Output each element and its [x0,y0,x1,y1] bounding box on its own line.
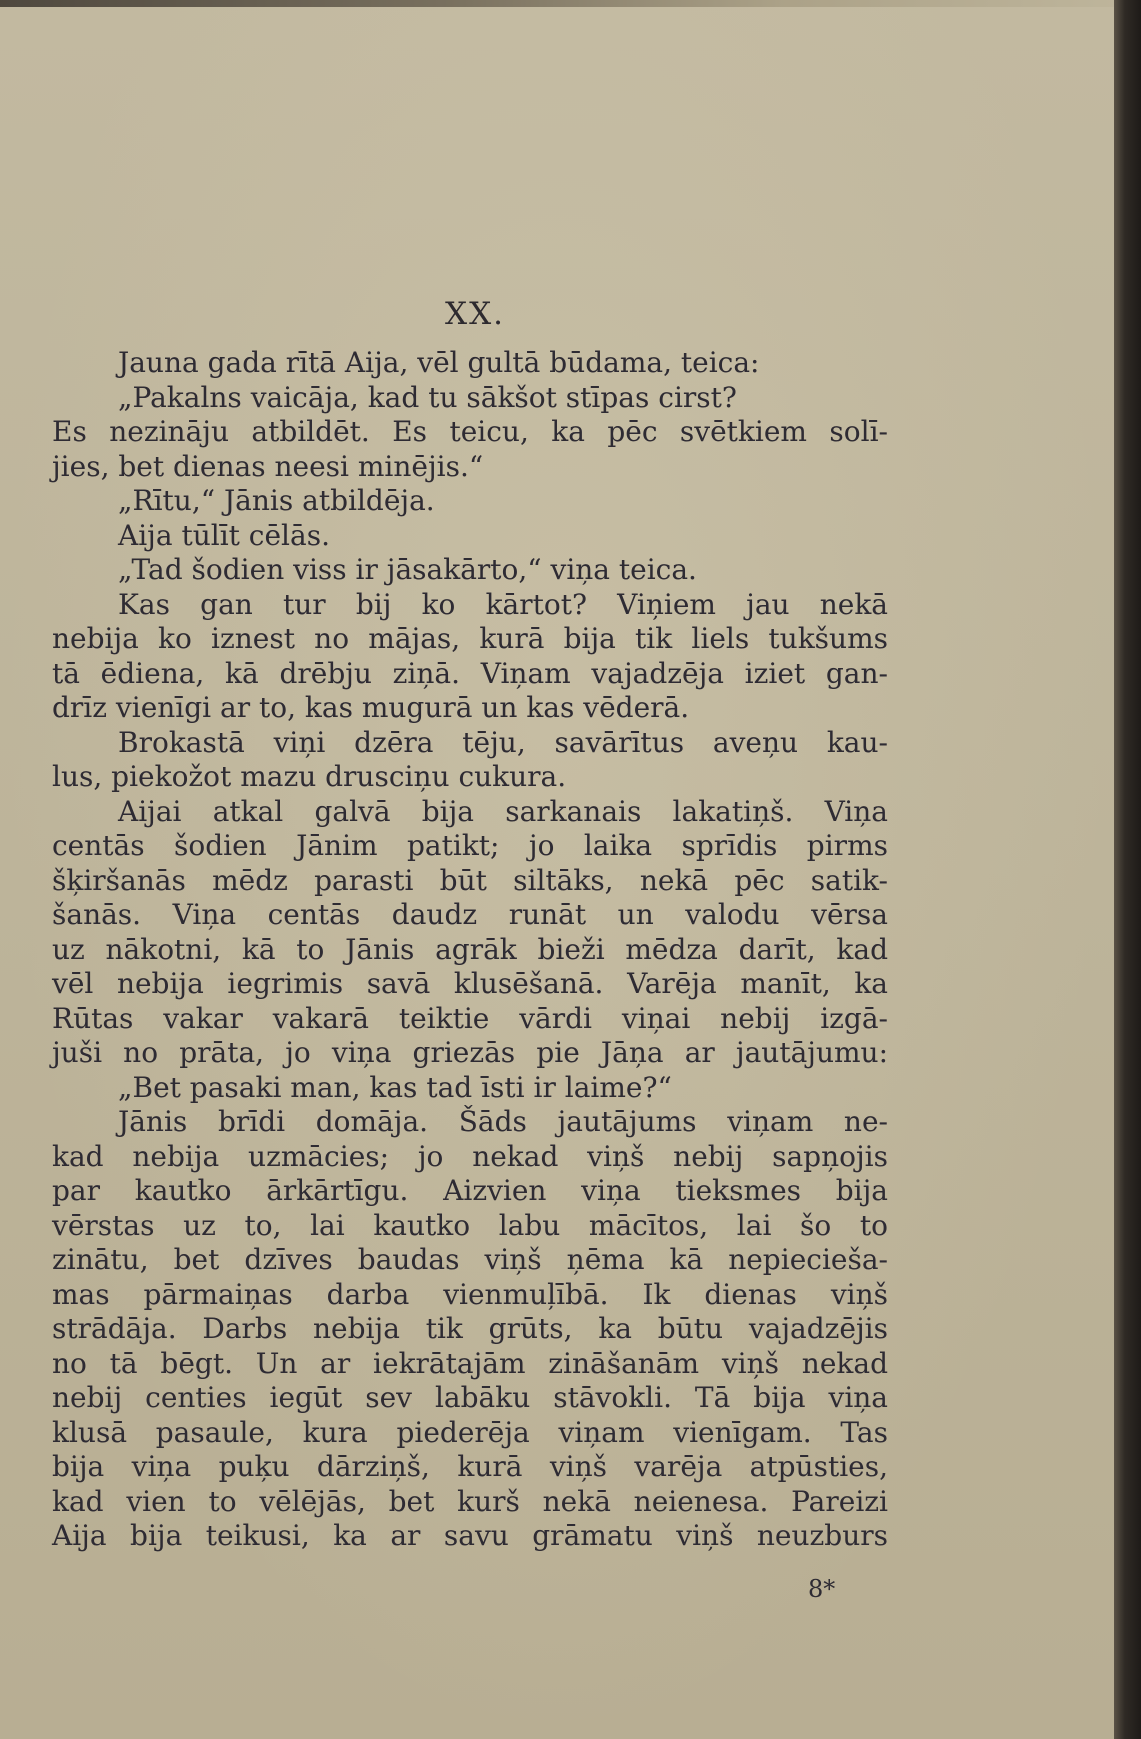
text-line: vērstas uz to, lai kautko labu mācītos, lai šo to [52,1208,888,1242]
text-line: mas pārmaiņas darba vienmuļībā. Ik dienas viņš [52,1277,888,1311]
text-line: Kas gan tur bij ko kārtot? Viņiem jau nekā [118,587,888,621]
text-line: lus, piekožot mazu drusciņu cukura. [52,760,567,793]
text-line: nebija ko iznest no mājas, kurā bija tik liels tukšums [52,622,888,655]
text-line: bija viņa puķu dārziņš, kurā viņš varēja atpūsties, [52,1450,888,1483]
text-line: par kautko ārkārtīgu. Aizvien viņa tieksmes bija [52,1174,888,1207]
text-line: Aija tūlīt cēlās. [118,518,330,552]
text-line: šķiršanās mēdz parasti būt siltāks, nekā pēc satik- [52,863,888,897]
text-line: uz nākotni, kā to Jānis agrāk bieži mēdza darīt, kad [52,932,888,966]
text-line: juši no prāta, jo viņa griezās pie Jāņa ar jautājumu: [52,1036,888,1069]
text-line: kad nebija uzmācies; jo nekad viņš nebij sapņojis [52,1139,888,1173]
text-line: centās šodien Jānim patikt; jo laika sprīdis pirms [52,829,888,862]
text-line: Aija bija teikusi, ka ar savu grāmatu viņš neuzburs [52,1519,888,1552]
text-line: „Tad šodien viss ir jāsakārto,“ viņa teica. [118,553,697,586]
text-line: „Pakalns vaicāja, kad tu sākšot stīpas cirst? [118,380,737,414]
text-line: Jānis brīdi domāja. Šāds jautājums viņam ne- [118,1105,888,1138]
page-right-edge [1114,0,1141,1739]
text-line: Jauna gada rītā Aija, vēl gultā būdama, teica: [118,346,760,379]
body-text [52,346,888,1554]
text-line: šanās. Viņa centās daudz runāt un valodu vērsa [52,898,888,931]
text-line: no tā bēgt. Un ar iekrātajām zināšanām viņš nekad [52,1346,888,1380]
text-line: strādāja. Darbs nebija tik grūts, ka būtu vajadzējis [52,1312,888,1345]
text-line: kad vien to vēlējās, bet kurš nekā neienesa. Pareizi [52,1484,888,1518]
text-line: vēl nebija iegrimis savā klusēšanā. Varēja manīt, ka [52,967,888,1000]
page-top-edge [0,0,1114,7]
text-line: jies, bet dienas neesi minējis.“ [52,449,484,483]
text-line: Brokastā viņi dzēra tēju, savārītus aveņu kau- [118,725,888,759]
text-line: klusā pasaule, kura piederēja viņam vienīgam. Tas [52,1415,888,1449]
text-line: „Bet pasaki man, kas tad īsti ir laime?“ [118,1070,672,1104]
text-line: tā ēdiena, kā drēbju ziņā. Viņam vajadzēja iziet gan- [52,656,888,690]
chapter-heading: XX. [445,296,505,332]
text-line: nebij centies iegūt sev labāku stāvokli. Tā bija viņa [52,1381,888,1414]
printer-signature-mark: 8* [808,1575,836,1603]
text-line: Aijai atkal galvā bija sarkanais lakatiņš. Viņa [118,794,888,828]
text-line: drīz vienīgi ar to, kas mugurā un kas vēderā. [52,691,690,724]
text-line: „Rītu,“ Jānis atbildēja. [118,484,435,517]
text-line: Rūtas vakar vakarā teiktie vārdi viņai nebij izgā- [52,1001,888,1035]
text-line: zinātu, bet dzīves baudas viņš ņēma kā nepiecieša- [52,1243,888,1276]
text-line: Es nezināju atbildēt. Es teicu, ka pēc svētkiem solī- [52,415,888,448]
